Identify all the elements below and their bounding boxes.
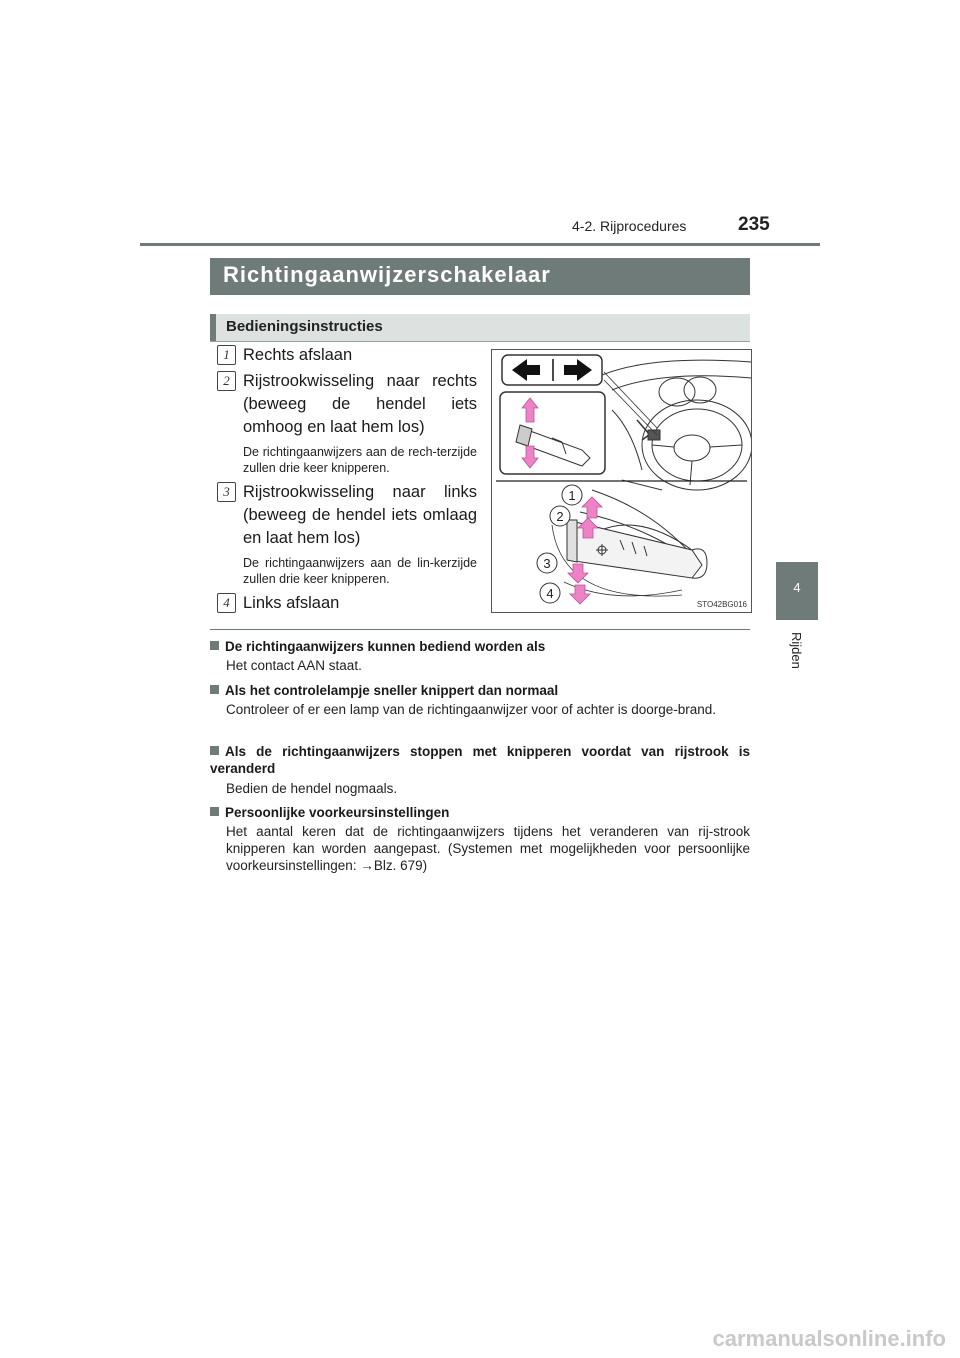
note-heading-3-text: Als de richtingaanwijzers stoppen met knipperen voordat van rijstrook is veranderd — [210, 744, 750, 776]
item-number-3: 3 — [217, 482, 236, 502]
bullet-square-icon — [210, 641, 219, 650]
title-band — [210, 258, 750, 295]
chapter-label: Rijden — [789, 632, 804, 669]
figure-code: STO42BG016 — [696, 600, 747, 609]
item-text-3: Rijstrookwisseling naar links (beweeg de hendel iets omlaag en laat hem los) — [243, 483, 477, 547]
note-body-4: Het aantal keren dat de richtingaanwijzers tijdens het veranderen van rij-strook knipperen kan worden aangepast. (Systemen met mogelijkheden voor persoonlijke voorkeursinstellingen: →Blz. 679) — [226, 824, 750, 873]
note-heading-2 — [210, 682, 750, 699]
callout-4: 4 — [546, 586, 554, 601]
note-body-3: Bedien de hendel nogmaals. — [226, 781, 398, 796]
steering-wheel-illustration — [602, 360, 751, 490]
chapter-number: 4 — [793, 580, 801, 595]
item-number-4: 4 — [217, 593, 236, 613]
figure-drawing — [492, 350, 751, 612]
note-heading-2-text: Als het controlelampje sneller knippert dan normaal — [225, 683, 559, 698]
lever-closeup-inset — [500, 392, 605, 474]
item-text-1: Rechts afslaan — [243, 346, 353, 364]
turn-signal-lever-figure — [491, 349, 752, 613]
note-heading-1 — [210, 638, 750, 655]
item-text-4: Links afslaan — [243, 594, 340, 612]
callout-1: 1 — [568, 488, 576, 503]
subsection-band — [210, 314, 750, 341]
page-title: Richtingaanwijzerschakelaar — [223, 262, 551, 287]
item-note-2: De richtingaanwijzers aan de rech-terzijde zullen drie keer knipperen. — [243, 445, 477, 475]
page-number: 235 — [738, 214, 770, 235]
header-rule — [140, 243, 820, 246]
note-heading-4-text: Persoonlijke voorkeursinstellingen — [225, 805, 450, 820]
watermark: carmanualsonline.info — [712, 1326, 946, 1351]
chapter-tab — [776, 562, 818, 620]
bullet-square-icon — [210, 807, 219, 816]
note-heading-3 — [210, 743, 750, 777]
item-text-2: Rijstrookwisseling naar rechts (beweeg de hendel iets omhoog en laat hem los) — [243, 372, 477, 436]
note-heading-4 — [210, 804, 750, 821]
note-heading-1-text: De richtingaanwijzers kunnen bediend worden als — [225, 639, 546, 654]
chapter-label-box — [782, 632, 812, 692]
section-title: 4-2. Rijprocedures — [572, 218, 687, 234]
callout-2: 2 — [556, 509, 564, 524]
subsection-accent — [210, 314, 216, 341]
bullet-square-icon — [210, 685, 219, 694]
subsection-rule — [210, 341, 750, 342]
item-number-2: 2 — [217, 371, 236, 391]
item-note-3: De richtingaanwijzers aan de lin-kerzijde zullen drie keer knipperen. — [243, 556, 477, 586]
turn-arrows-icon — [502, 355, 602, 385]
note-body-1: Het contact AAN staat. — [226, 658, 362, 673]
callout-3: 3 — [543, 556, 551, 571]
notes-rule — [210, 629, 750, 630]
note-body-2: Controleer of er een lamp van de richtingaanwijzer voor of achter is doorge-brand. — [226, 702, 717, 717]
subsection-title: Bedieningsinstructies — [226, 318, 383, 335]
item-number-1: 1 — [217, 345, 236, 365]
bullet-square-icon — [210, 746, 219, 755]
